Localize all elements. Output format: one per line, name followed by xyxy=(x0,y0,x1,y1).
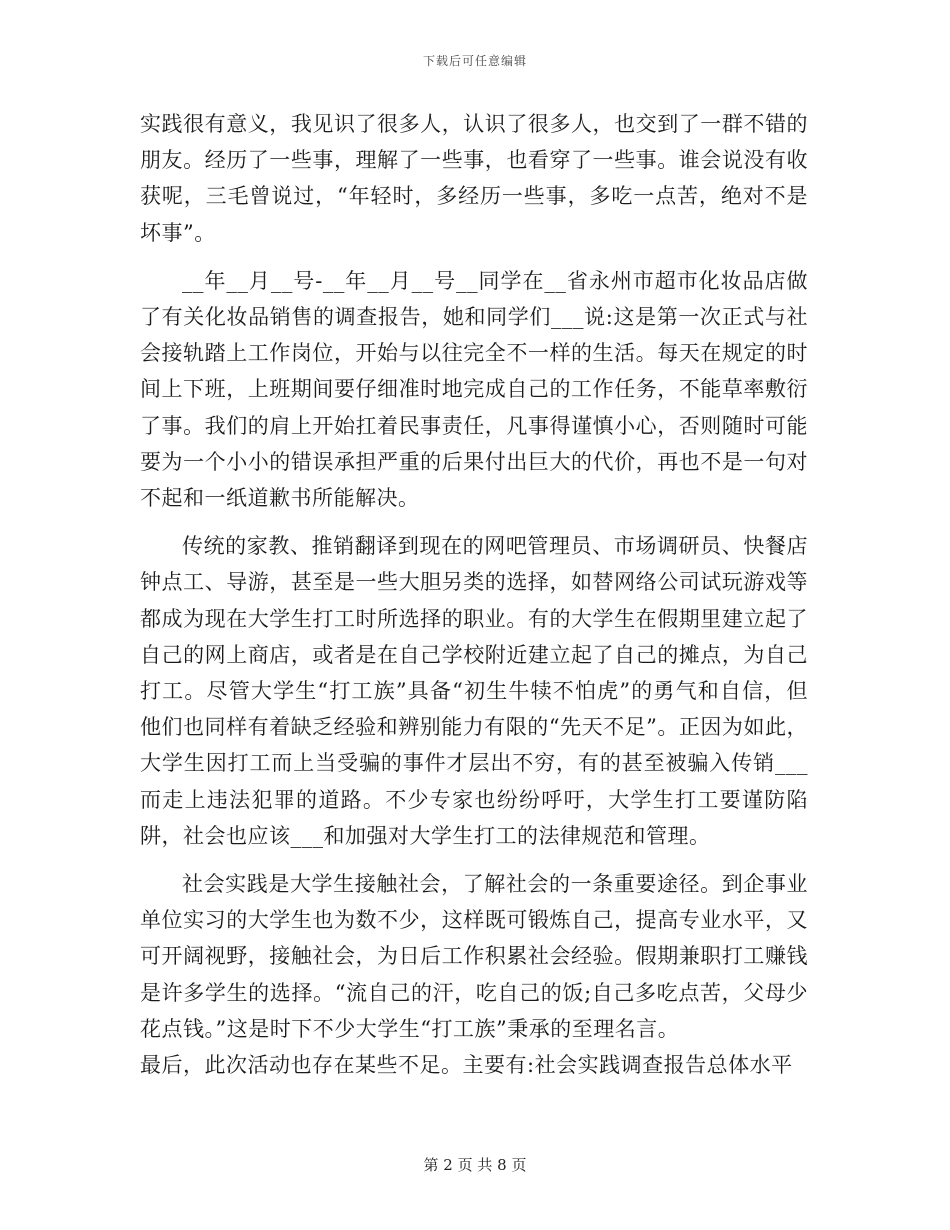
page-header-note: 下载后可任意编辑 xyxy=(422,54,527,68)
document-body xyxy=(140,106,808,1095)
paragraph-4: 社会实践是大学生接触社会，了解社会的一条重要途径。到企事业单位实习的大学生也为数不少，这样既可锻炼自己，提高专业水平，又可开阔视野，接触社会，为日后工作积累社会经验。假期兼职打工赚钱是许多学生的选择。“流自己的汗，吃自己的饭;自己多吃点苦，父母少花点钱。”这是时下不少大学生“打工族”秉承的至理名言。 xyxy=(140,872,808,1041)
paragraph-2: __年__月__号-__年__月__号__同学在__省永州市超市化妆品店做了有关化妆品销售的调查报告，她和同学们___说:这是第一次正式与社会接轨踏上工作岗位，开始与以往完全不一样的生活。每天在规定的时间上下班，上班期间要仔细准时地完成自己的工作任务，不能草率敷衍了事。我们的肩上开始扛着民事责任，凡事得谨慎小心，否则随时可能要为一个小小的错误承担严重的后果付出巨大的代价，再也不是一句对不起和一纸道歉书所能解决。 xyxy=(140,268,808,511)
page-footer-number: 第 2 页 共 8 页 xyxy=(423,1156,527,1174)
paragraph-1: 实践很有意义，我见识了很多人，认识了很多人，也交到了一群不错的朋友。经历了一些事，理解了一些事，也看穿了一些事。谁会说没有收获呢，三毛曾说过，“年轻时，多经历一些事，多吃一点苦，绝对不是坏事”。 xyxy=(140,112,808,245)
paragraph-3: 传统的家教、推销翻译到现在的网吧管理员、市场调研员、快餐店钟点工、导游，甚至是一些大胆另类的选择，如替网络公司试玩游戏等都成为现在大学生打工时所选择的职业。有的大学生在假期里建立起了自己的网上商店，或者是在自己学校附近建立起了自己的摊点，为自己打工。尽管大学生“打工族”具备“初生牛犊不怕虎”的勇气和自信，但他们也同样有着缺乏经验和辨别能力有限的“先天不足”。正因为如此，大学生因打工而上当受骗的事件才层出不穷，有的甚至被骗入传销___而走上违法犯罪的道路。不少专家也纷纷呼吁，大学生打工要谨防陷阱，社会也应该___和加强对大学生打工的法律规范和管理。 xyxy=(140,534,808,848)
paragraph-5: 最后，此次活动也存在某些不足。主要有:社会实践调查报告总体水平 xyxy=(140,1053,793,1078)
